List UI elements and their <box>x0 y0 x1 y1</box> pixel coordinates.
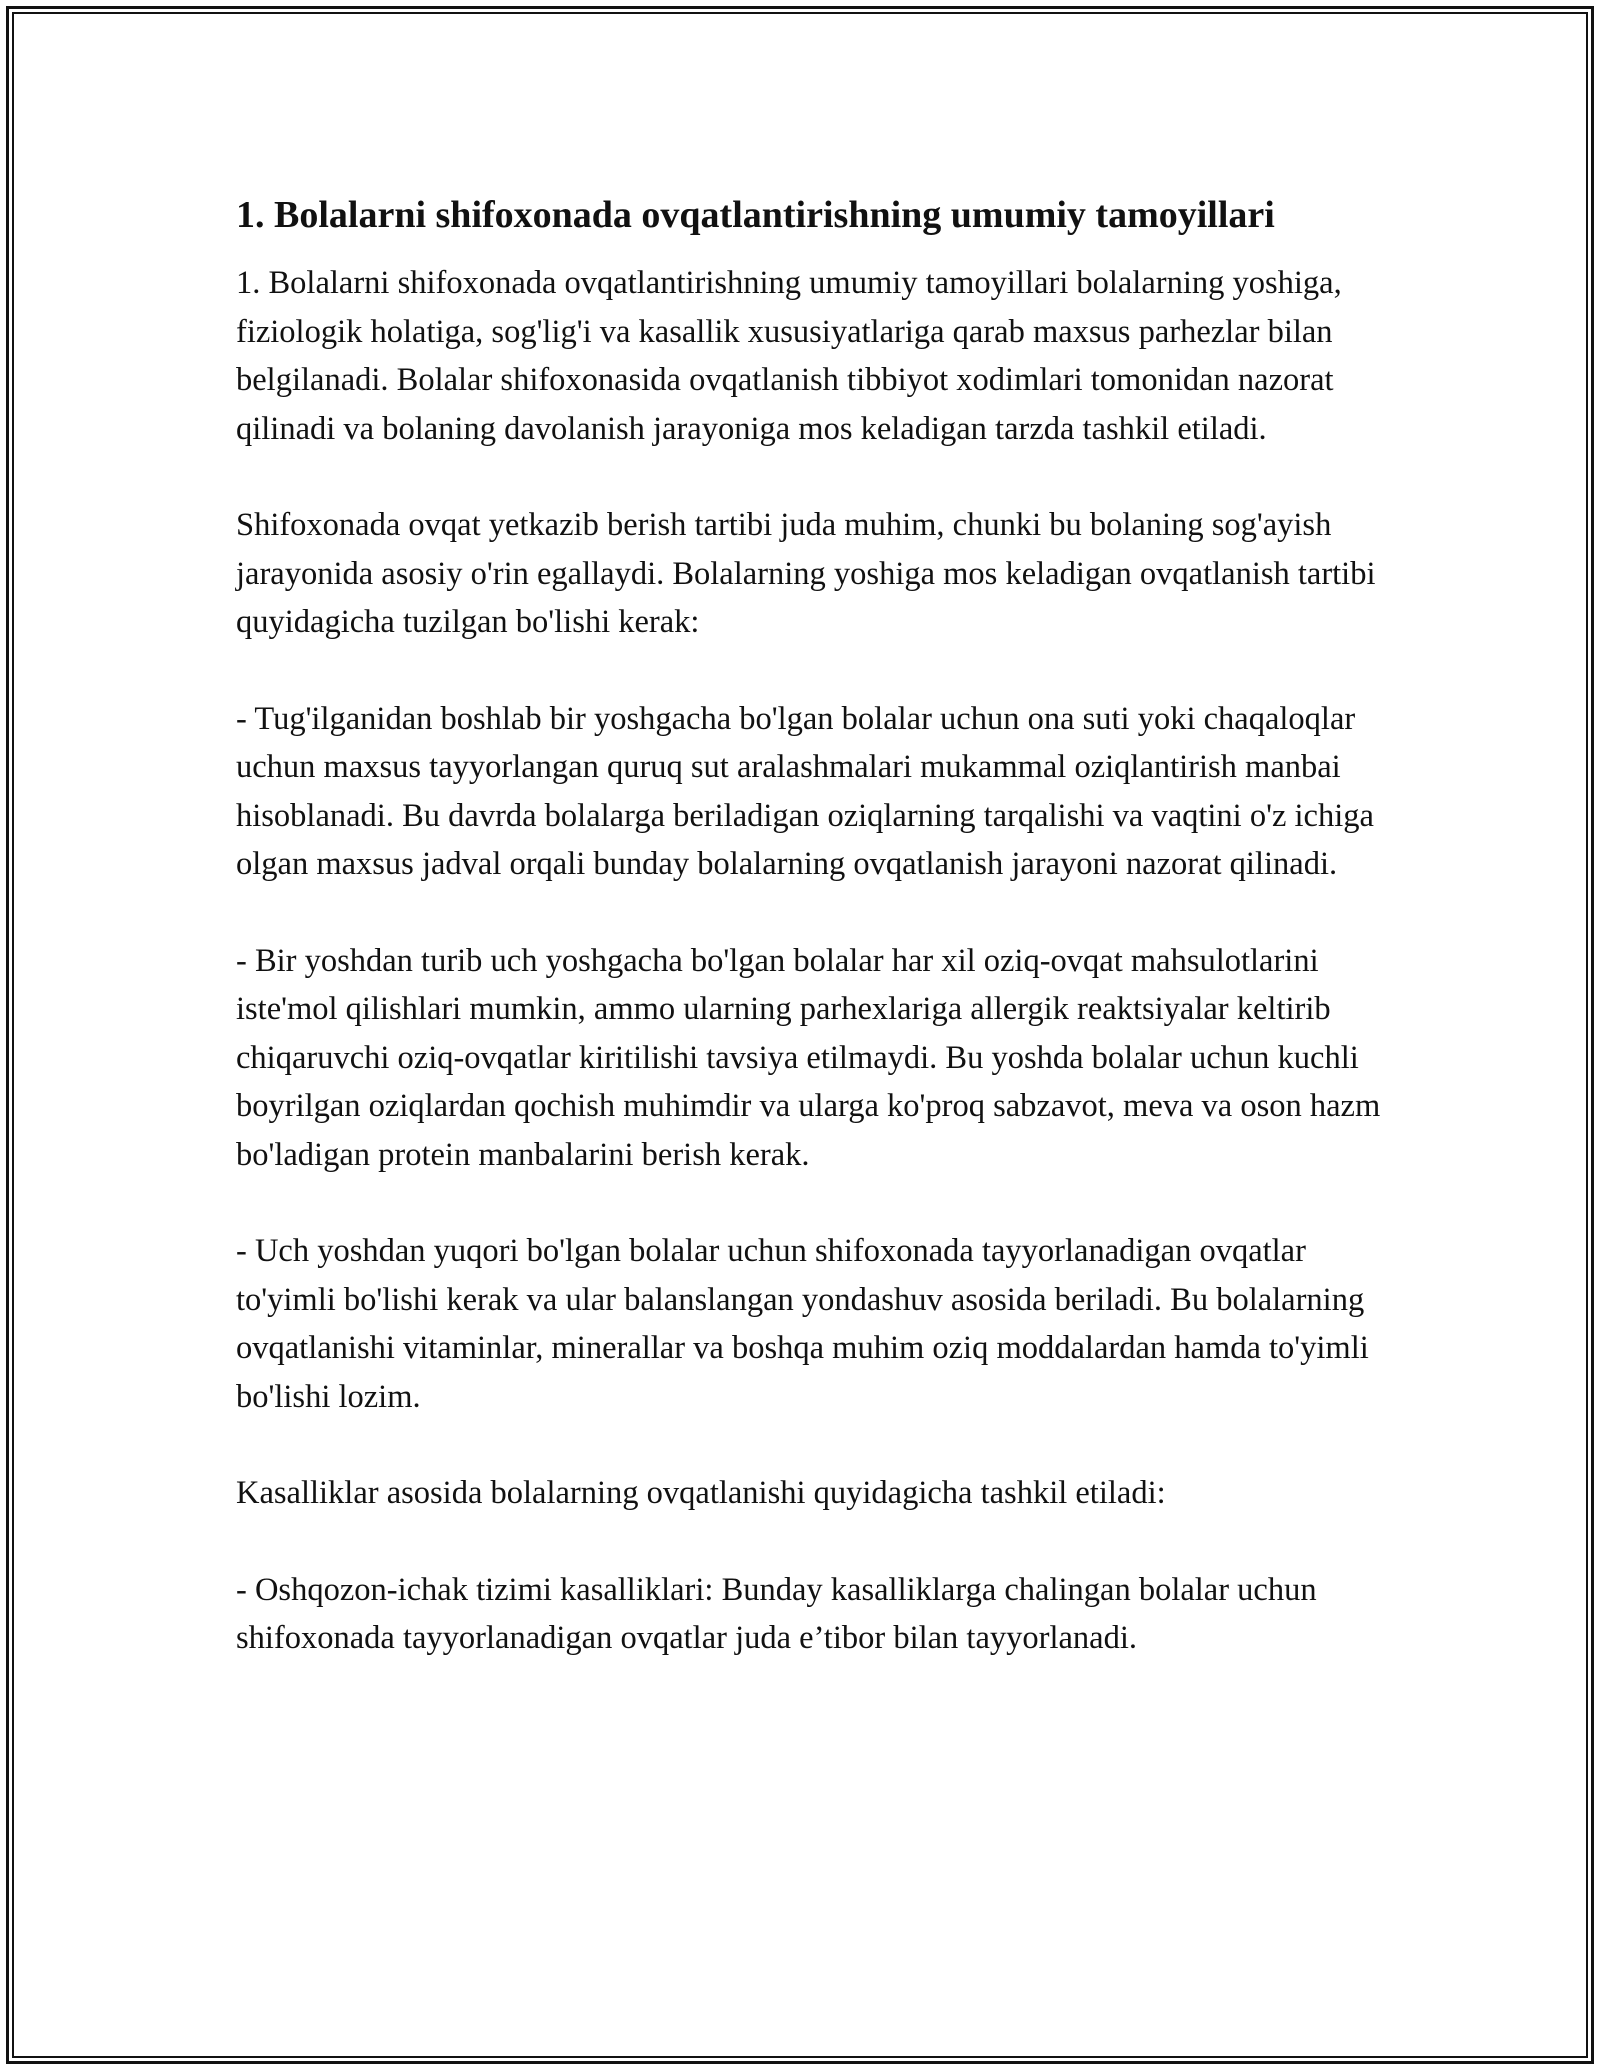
paragraph-toddlers: - Bir yoshdan turib uch yoshgacha bo'lgan bolalar har xil oziq-ovqat mahsulotlarini iste'mol qilishlari mumkin, ammo ularning parhexlariga allergik reaktsiyalar keltirib chiqaruvchi oziq-ovqatlar kiritilishi tavsiya etilmaydi. Bu yoshda bolalar uchun kuchli boyrilgan oziqlardan qochish muhimdir va ularga ko'proq sabzavot, meva va oson hazm bo'ladigan protein manbalarini berish kerak. <box>236 942 1381 1173</box>
paragraph-over-three: - Uch yoshdan yuqori bo'lgan bolalar uchun shifoxonada tayyorlanadigan ovqatlar to'yimli bo'lishi kerak va ular balanslangan yondashuv asosida beriladi. Bu bolalarning ovqatlanishi vitaminlar, minerallar va boshqa muhim oziq moddalardan hamda to'yimli bo'lishi lozim. <box>236 1233 1369 1415</box>
paragraph-gastro: - Oshqozon-ichak tizimi kasalliklari: Bunday kasalliklarga chalingan bolalar uchun shifoxonada tayyorlanadigan ovqatlar juda e’tibor bilan tayyorlanadi. <box>236 1571 1317 1656</box>
paragraph-infants: - Tug'ilganidan boshlab bir yoshgacha bo'lgan bolalar uchun ona suti yoki chaqaloqlar uchun maxsus tayyorlangan quruq sut aralashmalari mukammal oziqlantirish manbai hisoblanadi. Bu davrda bolalarga beriladigan oziqlarning tarqalishi va vaqtini o'z ichiga olgan maxsus jadval orqali bunday bolalarning ovqatlanish jarayoni nazorat qilinadi. <box>236 700 1374 882</box>
paragraph-feeding-order: Shifoxonada ovqat yetkazib berish tartibi juda muhim, chunki bu bolaning sog'ayish jarayonida asosiy o'rin egallaydi. Bolalarning yoshiga mos keladigan ovqatlanish tartibi quyidagicha tuzilgan bo'lishi kerak: <box>236 507 1376 640</box>
paragraph-intro: 1. Bolalarni shifoxonada ovqatlantirishning umumiy tamoyillari bolalarning yoshiga, fiziologik holatiga, sog'lig'i va kasallik xususiyatlariga qarab maxsus parhezlar bilan belgilanadi. Bolalar shifoxonasida ovqatlanish tibbiyot xodimlari tomonidan nazorat qilinadi va bolaning davolanish jarayoniga mos keladigan tarzda tashkil etiladi. <box>236 265 1342 447</box>
paragraph-diseases-intro: Kasalliklar asosida bolalarning ovqatlanishi quyidagicha tashkil etiladi: <box>236 1475 1166 1511</box>
section-heading: 1. Bolalarni shifoxonada ovqatlantirishning umumiy tamoyillari <box>236 194 1275 236</box>
document-body <box>236 188 1386 1663</box>
